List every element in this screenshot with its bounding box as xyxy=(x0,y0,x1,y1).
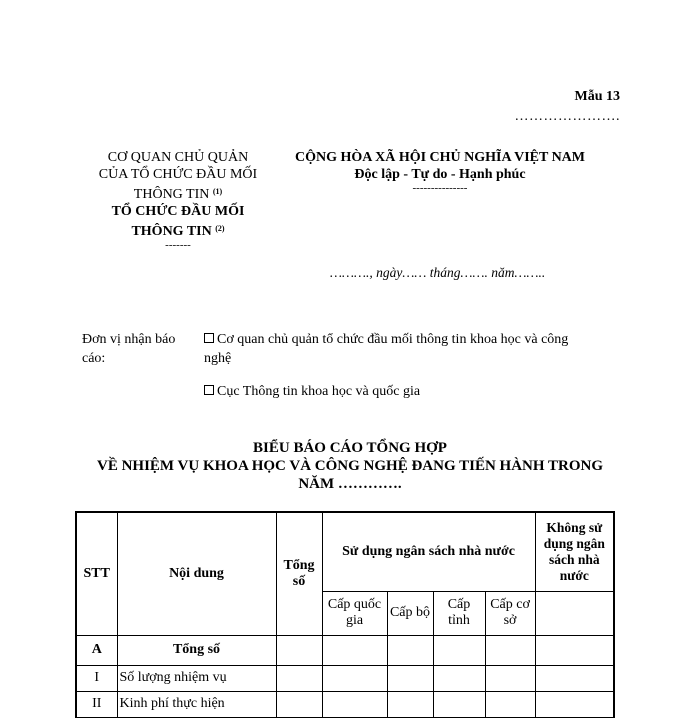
header-state-budget: Sử dụng ngân sách nhà nước xyxy=(322,512,535,591)
header-blank xyxy=(535,591,614,635)
agency-line-1: CƠ QUAN CHỦ QUẢN xyxy=(107,150,249,165)
row-1-content: Số lượng nhiệm vụ xyxy=(117,665,276,691)
footnote-2: (2) xyxy=(215,224,225,233)
report-title xyxy=(80,439,620,493)
table-cell xyxy=(433,691,485,717)
right-divider: --------------- xyxy=(412,182,468,194)
table-cell xyxy=(387,635,433,665)
report-title-line-3: NĂM …………. xyxy=(298,476,402,492)
form-code: Mẫu 13 xyxy=(574,89,620,104)
table-cell xyxy=(485,635,535,665)
report-title-line-2: VỀ NHIỆM VỤ KHOA HỌC VÀ CÔNG NGHỆ ĐANG TIẾN HÀNH TRONG xyxy=(96,458,604,474)
agency-line-3-text: THÔNG TIN xyxy=(133,187,210,202)
table-cell xyxy=(276,691,322,717)
header-total: Tổng số xyxy=(276,512,322,635)
form-number-dots: …………………. xyxy=(514,109,620,124)
recipient-option-2[interactable] xyxy=(204,382,574,401)
national-title: CỘNG HÒA XÃ HỘI CHỦ NGHĨA VIỆT NAM xyxy=(294,150,585,165)
org-line-1: TỔ CHỨC ĐẦU MỐI xyxy=(111,204,245,219)
header-ministry: Cấp bộ xyxy=(387,591,433,635)
table-cell xyxy=(322,665,387,691)
org-line-2 xyxy=(78,220,278,240)
table-cell xyxy=(276,665,322,691)
issuing-agency-header xyxy=(78,149,278,250)
table-cell xyxy=(535,665,614,691)
header-grassroots: Cấp cơ sở xyxy=(485,591,535,635)
recipient-option-1[interactable] xyxy=(204,330,574,368)
left-divider: ------- xyxy=(165,239,191,251)
table-cell xyxy=(485,665,535,691)
recipient-label: Đơn vị nhận báo cáo: xyxy=(82,332,176,366)
header-non-state-budget: Không sử dụng ngân sách nhà nước xyxy=(535,512,614,591)
header-national: Cấp quốc gia xyxy=(322,591,387,635)
table-cell xyxy=(322,635,387,665)
row-1-stt: I xyxy=(76,665,117,691)
table-cell xyxy=(387,691,433,717)
date-line: ………., ngày…… tháng……. năm…….. xyxy=(330,265,546,280)
table-cell xyxy=(535,635,614,665)
table-cell xyxy=(433,665,485,691)
national-header xyxy=(265,149,615,193)
row-a-stt: A xyxy=(76,635,117,665)
report-table xyxy=(75,511,615,718)
checkbox-icon[interactable] xyxy=(204,385,214,395)
header-province: Cấp tỉnh xyxy=(433,591,485,635)
table-cell xyxy=(276,635,322,665)
org-line-2-text: THÔNG TIN xyxy=(131,224,212,239)
header-stt: STT xyxy=(76,512,117,635)
recipient-option-2-label: Cục Thông tin khoa học và quốc gia xyxy=(217,384,421,399)
row-2-content: Kinh phí thực hiện xyxy=(117,691,276,717)
table-cell xyxy=(535,691,614,717)
table-cell xyxy=(387,665,433,691)
row-2-stt: II xyxy=(76,691,117,717)
agency-line-3 xyxy=(78,183,278,203)
report-title-line-1: BIỂU BÁO CÁO TỔNG HỢP xyxy=(253,440,447,456)
footnote-1: (1) xyxy=(212,187,223,196)
checkbox-icon[interactable] xyxy=(204,333,214,343)
agency-line-2: CỦA TỔ CHỨC ĐẦU MỐI xyxy=(98,167,258,182)
row-a-content: Tổng số xyxy=(117,635,276,665)
table-cell xyxy=(485,691,535,717)
national-motto: Độc lập - Tự do - Hạnh phúc xyxy=(354,167,526,182)
recipient-option-1-label: Cơ quan chủ quản tổ chức đầu mối thông tin khoa học và công nghệ xyxy=(204,332,569,366)
header-content: Nội dung xyxy=(117,512,276,635)
table-cell xyxy=(433,635,485,665)
table-cell xyxy=(322,691,387,717)
